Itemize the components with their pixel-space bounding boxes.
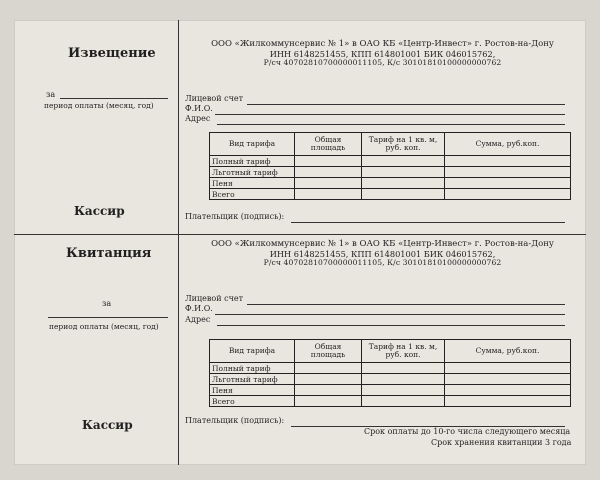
account-label: Лицевой счет bbox=[185, 94, 244, 103]
notice-org-details bbox=[179, 40, 586, 68]
address-line bbox=[217, 325, 565, 326]
fio-label: Ф.И.О. bbox=[185, 304, 213, 313]
fio-line bbox=[215, 314, 565, 315]
table-row bbox=[210, 189, 571, 200]
org-name: ООО «Жилкоммунсервис № 1» в ОАО КБ «Центр-Инвест» г. Ростов-на-Дону bbox=[211, 239, 554, 249]
rate-cell[interactable] bbox=[362, 167, 445, 178]
payer-line bbox=[291, 222, 565, 223]
row-label: Всего bbox=[210, 189, 295, 200]
org-accounts: Р/сч 40702810700000011105, К/с 30101810100000000762 bbox=[263, 58, 502, 68]
rate-cell[interactable] bbox=[362, 396, 445, 407]
org-name: ООО «Жилкоммунсервис № 1» в ОАО КБ «Центр-Инвест» г. Ростов-на-Дону bbox=[211, 39, 554, 49]
account-label: Лицевой счет bbox=[185, 294, 244, 303]
payment-slip bbox=[14, 20, 586, 465]
row-label: Всего bbox=[210, 396, 295, 407]
area-cell[interactable] bbox=[295, 374, 362, 385]
table-row bbox=[210, 374, 571, 385]
rate-cell[interactable] bbox=[362, 374, 445, 385]
table-header-row bbox=[210, 133, 571, 156]
area-cell[interactable] bbox=[295, 385, 362, 396]
table-row bbox=[210, 385, 571, 396]
sum-cell[interactable] bbox=[445, 167, 571, 178]
account-line bbox=[247, 304, 565, 305]
rate-cell[interactable] bbox=[362, 189, 445, 200]
receipt-fio-field[interactable] bbox=[185, 304, 213, 313]
header-sum: Сумма, руб.коп. bbox=[445, 340, 571, 363]
right-column bbox=[179, 20, 586, 465]
receipt-account-field[interactable] bbox=[185, 294, 243, 303]
org-tax-ids: ИНН 6148251455, КПП 614801001 БИК 046015762, bbox=[269, 48, 496, 59]
notice-tariff-table bbox=[209, 132, 571, 200]
receipt-cashier-label: Кассир bbox=[82, 418, 133, 432]
header-tariff-type: Вид тарифа bbox=[210, 340, 295, 363]
address-label: Адрес bbox=[185, 114, 211, 123]
rate-cell[interactable] bbox=[362, 156, 445, 167]
fio-label: Ф.И.О. bbox=[185, 104, 213, 113]
rate-cell[interactable] bbox=[362, 178, 445, 189]
left-column bbox=[14, 20, 179, 465]
row-label: Пеня bbox=[210, 385, 295, 396]
org-accounts: Р/сч 40702810700000011105, К/с 30101810100000000762 bbox=[263, 258, 502, 268]
table-row bbox=[210, 396, 571, 407]
receipt-org-details bbox=[179, 240, 586, 268]
receipt-period-label: период оплаты (месяц, год) bbox=[49, 322, 159, 331]
fio-line bbox=[215, 114, 565, 115]
receipt-title: Квитанция bbox=[66, 246, 152, 261]
sum-cell[interactable] bbox=[445, 156, 571, 167]
area-cell[interactable] bbox=[295, 178, 362, 189]
receipt-tariff-table bbox=[209, 339, 571, 407]
row-label: Полный тариф bbox=[210, 363, 295, 374]
table-row bbox=[210, 178, 571, 189]
header-area: Общая площадь bbox=[295, 133, 362, 156]
table-header-row bbox=[210, 340, 571, 363]
notice-title: Извещение bbox=[68, 46, 156, 61]
area-cell[interactable] bbox=[295, 363, 362, 374]
rate-cell[interactable] bbox=[362, 363, 445, 374]
notice-period-label: период оплаты (месяц, год) bbox=[44, 101, 154, 110]
account-line bbox=[247, 104, 565, 105]
area-cell[interactable] bbox=[295, 396, 362, 407]
table-row bbox=[210, 363, 571, 374]
notice-account-field[interactable] bbox=[185, 94, 243, 103]
receipt-payer-signature[interactable] bbox=[185, 416, 284, 425]
payer-label: Плательщик (подпись): bbox=[185, 212, 285, 221]
notice-fio-field[interactable] bbox=[185, 104, 213, 113]
row-label: Льготный тариф bbox=[210, 167, 295, 178]
receipt-za-label: за bbox=[102, 299, 112, 308]
notice-za-label: за bbox=[46, 90, 56, 99]
row-label: Полный тариф bbox=[210, 156, 295, 167]
sum-cell[interactable] bbox=[445, 363, 571, 374]
row-label: Льготный тариф bbox=[210, 374, 295, 385]
header-rate: Тариф на 1 кв. м, руб. коп. bbox=[362, 133, 445, 156]
address-label: Адрес bbox=[185, 315, 211, 324]
notice-cashier-label: Кассир bbox=[74, 204, 125, 218]
sum-cell[interactable] bbox=[445, 189, 571, 200]
area-cell[interactable] bbox=[295, 167, 362, 178]
org-tax-ids: ИНН 6148251455, КПП 614801001 БИК 046015762, bbox=[269, 248, 496, 259]
header-sum: Сумма, руб.коп. bbox=[445, 133, 571, 156]
header-rate: Тариф на 1 кв. м, руб. коп. bbox=[362, 340, 445, 363]
area-cell[interactable] bbox=[295, 156, 362, 167]
header-tariff-type: Вид тарифа bbox=[210, 133, 295, 156]
table-row bbox=[210, 167, 571, 178]
header-area: Общая площадь bbox=[295, 340, 362, 363]
payment-deadline-note: Срок оплаты до 10-го числа следующего месяца bbox=[364, 427, 571, 436]
payer-label: Плательщик (подпись): bbox=[185, 416, 285, 425]
sum-cell[interactable] bbox=[445, 374, 571, 385]
table-row bbox=[210, 156, 571, 167]
address-line bbox=[217, 124, 565, 125]
notice-address-field[interactable] bbox=[185, 114, 210, 123]
storage-period-note: Срок хранения квитанции 3 года bbox=[431, 438, 572, 447]
row-label: Пеня bbox=[210, 178, 295, 189]
sum-cell[interactable] bbox=[445, 385, 571, 396]
receipt-address-field[interactable] bbox=[185, 315, 210, 324]
notice-period-line bbox=[60, 98, 168, 99]
area-cell[interactable] bbox=[295, 189, 362, 200]
sum-cell[interactable] bbox=[445, 396, 571, 407]
sum-cell[interactable] bbox=[445, 178, 571, 189]
notice-payer-signature[interactable] bbox=[185, 212, 284, 221]
rate-cell[interactable] bbox=[362, 385, 445, 396]
receipt-period-line bbox=[48, 317, 168, 318]
